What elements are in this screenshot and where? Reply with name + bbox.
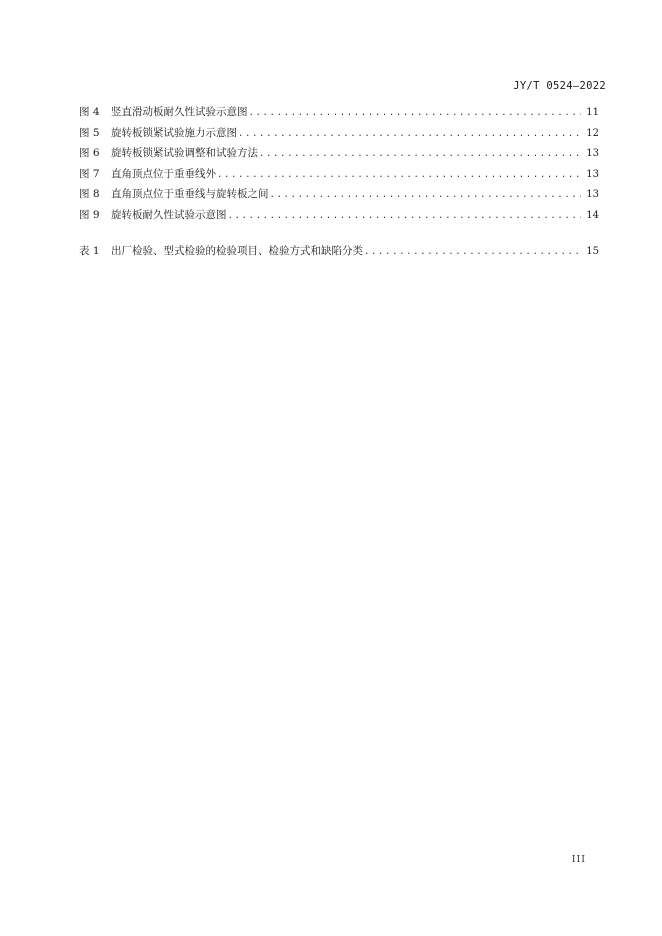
toc-entry-tag: 图 4: [79, 106, 100, 118]
toc-entry-figure-9[interactable]: [79, 207, 599, 228]
toc-entry-table-1[interactable]: [79, 243, 599, 264]
toc-dot-leader: [249, 108, 582, 118]
toc-entry-page: 15: [586, 246, 599, 257]
toc-entry-title: 直角顶点位于重垂线与旋转板之间: [111, 188, 269, 200]
toc-entry-page: 13: [586, 148, 599, 159]
toc-dot-leader: [238, 129, 581, 139]
toc-entry-title: 旋转板耐久性试验示意图: [111, 208, 227, 221]
toc-entry-figure-6[interactable]: [79, 145, 599, 166]
toc-dot-leader: [270, 190, 582, 200]
toc-entry-figure-7[interactable]: [79, 166, 599, 187]
toc-entry-title: 旋转板锁紧试验施力示意图: [111, 126, 237, 139]
toc-entry-page: 13: [586, 168, 599, 180]
toc-entry-tag: 图 9: [79, 208, 100, 221]
toc-entry-title: 出厂检验、型式检验的检验项目、检验方式和缺陷分类: [111, 245, 363, 257]
toc-dot-leader: [217, 170, 581, 180]
page-number: III: [571, 854, 586, 865]
toc-entry-figure-5[interactable]: [79, 125, 599, 146]
toc-dot-leader: [364, 247, 581, 257]
toc-entry-tag: 图 5: [79, 126, 100, 139]
toc-entry-title: 竖直滑动板耐久性试验示意图: [111, 106, 248, 118]
toc-entry-page: 14: [586, 209, 599, 221]
toc-entry-title: 直角顶点位于重垂线外: [111, 167, 216, 180]
figure-list: [79, 104, 599, 227]
toc-entry-tag: 图 8: [79, 188, 100, 200]
toc-entry-tag: 图 6: [79, 147, 100, 159]
toc-dot-leader: [228, 211, 582, 221]
toc-entry-page: 12: [586, 127, 599, 139]
toc-entry-figure-8[interactable]: [79, 186, 599, 207]
toc-entry-tag: 图 7: [79, 167, 100, 180]
toc-entry-page: 11: [586, 107, 599, 118]
standard-code: JY/T 0524—2022: [513, 80, 606, 92]
toc-entry-title: 旋转板锁紧试验调整和试验方法: [111, 147, 258, 159]
toc-entry-figure-4[interactable]: [79, 104, 599, 125]
toc-entry-page: 13: [586, 189, 599, 200]
toc-entry-tag: 表 1: [79, 245, 100, 257]
table-list: [79, 243, 599, 264]
toc-dot-leader: [259, 149, 581, 159]
